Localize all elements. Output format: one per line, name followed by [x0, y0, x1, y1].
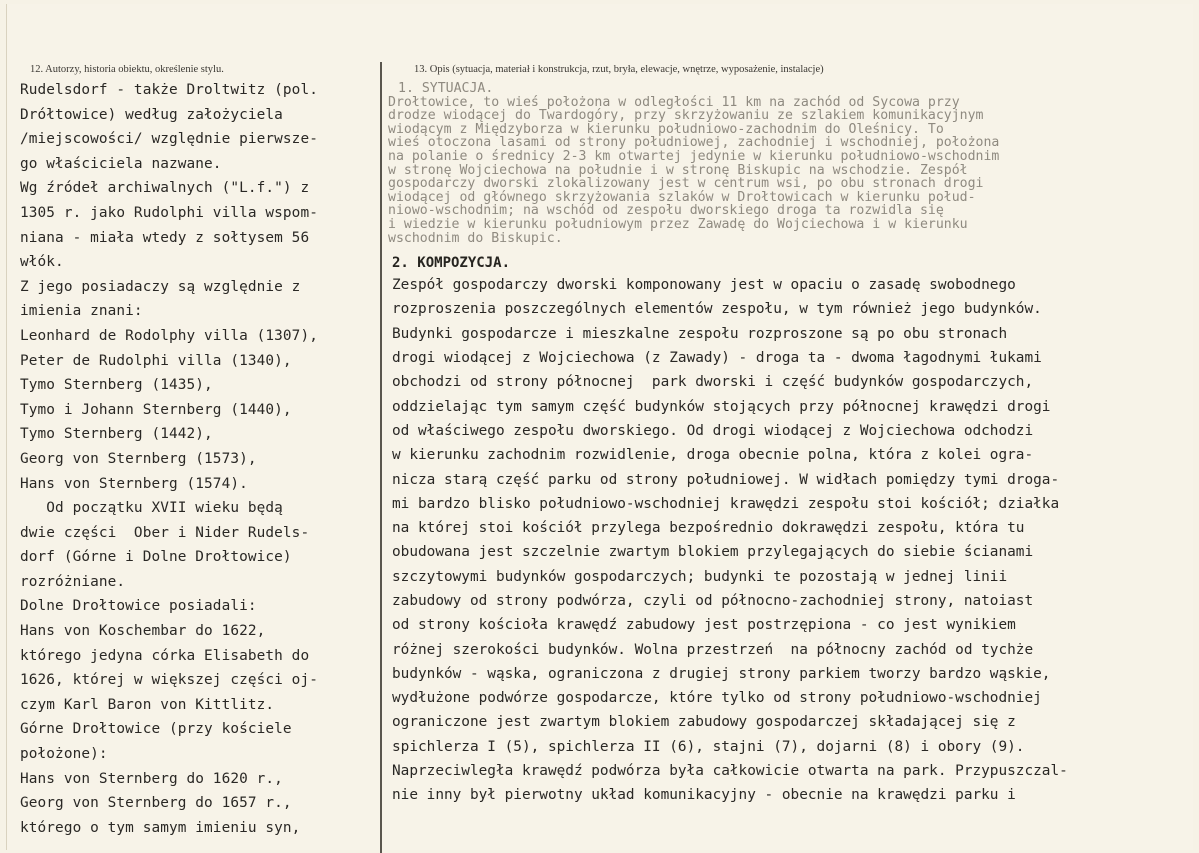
text-line: włók. — [20, 254, 64, 271]
text-line: dorf (Górne i Dolne Drołtowice) — [20, 549, 292, 566]
text-line: wydłużone podwórze gospodarcze, które tylko od strony południowo-wschodniej — [392, 690, 1042, 707]
column-divider — [380, 62, 382, 853]
text-line: Tymo Sternberg (1442), — [20, 426, 213, 443]
text-line: którego o tym samym imieniu syn, — [20, 819, 301, 836]
text-line: Hans von Sternberg (1574). — [20, 475, 248, 492]
text-line: Leonhard de Rodolphy villa (1307), — [20, 327, 318, 344]
text-line: Budynki gospodarcze i mieszkalne zespołu rozproszone są po obu stronach — [392, 325, 1008, 342]
text-line: wiodącym z Międzyborza w kierunku południowo-zachodnim do Oleśnicy. To — [388, 121, 944, 137]
text-line: Drółtowice) według założyciela — [20, 106, 283, 123]
text-line: czym Karl Baron von Kittlitz. — [20, 696, 275, 713]
text-line: gospodarczy dworski zlokalizowany jest w centrum wsi, po obu stronach drogi — [388, 176, 984, 192]
text-line: Georg von Sternberg do 1657 r., — [20, 795, 292, 812]
text-line: w kierunku zachodnim rozwidlenie, droga obecnie polna, która z kolei ogra- — [392, 447, 1034, 464]
text-line: spichlerza I (5), spichlerza II (6), stajni (7), dojarni (8) i obory (9). — [392, 738, 1025, 755]
right-column-header: 13. Opis (sytuacja, materiał i konstrukcja, rzut, bryła, elewacje, wnętrze, wyposażenie, instalacje) — [414, 64, 824, 75]
text-line: Georg von Sternberg (1573), — [20, 450, 257, 467]
text-line: budynków - wąska, ograniczona z drugiej strony parkiem tworzy bardzo wąskie, — [392, 665, 1051, 682]
text-line: drodze wiodącej do Twardogóry, przy skrzyżowaniu ze szlakiem komunikacyjnym — [388, 108, 984, 124]
text-line: 1626, której w większej części oj- — [20, 672, 318, 689]
text-line: Z jego posiadaczy są względnie z — [20, 278, 301, 295]
text-line: i wiedzie w kierunku południowym przez Zawadę do Wojciechowa i w kierunku — [388, 216, 968, 232]
section-2-text — [388, 273, 1178, 808]
text-line: nie inny był pierwotny układ komunikacyjny - obecnie na krawędzi parku i — [392, 787, 1016, 804]
text-line: ograniczone jest zwartym blokiem zabudowy gospodarczej składającej się z — [392, 714, 1016, 731]
text-line: Górne Drołtowice (przy kościele — [20, 721, 292, 738]
text-line: w stronę Wojciechowa na południe i w stronę Biskupic na wschodzie. Zespół — [388, 162, 968, 178]
text-line: niowo-wschodnim; na wschód od zespołu dworskiego droga ta rozwidla się — [388, 203, 944, 219]
text-line: obudowana jest szczelnie zwartym blokiem przylegających do siebie ścianami — [392, 544, 1034, 561]
text-line: Naprzeciwległa krawędź podwórza była całkowicie otwarta na park. Przypuszczal- — [392, 763, 1068, 780]
text-line: Hans von Sternberg do 1620 r., — [20, 770, 283, 787]
text-line: 1305 r. jako Rudolphi villa wspom- — [20, 204, 318, 221]
text-line: na polanie o średnicy 2-3 km otwartej jedynie w kierunku południowo-wschodnim — [388, 148, 1000, 164]
text-line: Tymo i Johann Sternberg (1440), — [20, 401, 292, 418]
text-line: obchodzi od strony północnej park dworski i część budynków gospodarczych, — [392, 374, 1034, 391]
description-column — [388, 82, 1178, 808]
text-line: mi bardzo blisko południowo-wschodniej krawędzi zespołu stoi kościół; działka — [392, 495, 1060, 512]
section-1-title: 1. SYTUACJA. — [398, 81, 494, 96]
text-line: drogi wiodącej z Wojciechowa (z Zawady) - droga ta - dwoma łagodnymi łukami — [392, 350, 1042, 367]
text-line: nicza starą część parku od strony południowej. W widłach pomiędzy tymi droga- — [392, 471, 1060, 488]
text-line: Od początku XVII wieku będą — [20, 500, 283, 517]
text-line: wiodącej od głównego skrzyżowania szlaków w Drołtowicach w kierunku połud- — [388, 189, 976, 205]
text-line: szczytowymi budynków gospodarczych; budynki te pozostają w jednej linii — [392, 568, 1008, 585]
left-column-header: 12. Autorzy, historia obiektu, określenie stylu. — [30, 64, 224, 75]
section-1-text — [388, 96, 1178, 246]
section-2-title: 2. KOMPOZYCJA. — [392, 255, 511, 272]
text-line: na której stoi kościół przylega bezpośrednio dokrawędzi zespołu, która tu — [392, 520, 1025, 537]
text-line: wschodnim do Biskupic. — [388, 230, 563, 246]
text-line: rozróżniane. — [20, 573, 126, 590]
text-line: niana - miała wtedy z sołtysem 56 — [20, 229, 310, 246]
text-line: imienia znani: — [20, 303, 143, 320]
text-line: od właściwego zespołu dworskiego. Od drogi wiodącej z Wojciechowa odchodzi — [392, 422, 1034, 439]
text-line: od strony kościoła krawędź zabudowy jest postrzępiona - co jest wynikiem — [392, 617, 1016, 634]
text-line: wieś otoczona lasami od strony południowej, zachodniej i wschodniej, położona — [388, 135, 1000, 151]
text-line: oddzielając tym samym część budynków stojących przy północnej krawędzi drogi — [392, 398, 1051, 415]
text-line: różnej szerokości budynków. Wolna przestrzeń na północny zachód od tychże — [392, 641, 1034, 658]
text-line: Wg źródeł archiwalnych ("L.f.") z — [20, 180, 310, 197]
history-column — [20, 78, 365, 840]
text-line: położone): — [20, 746, 108, 763]
text-line: którego jedyna córka Elisabeth do — [20, 647, 310, 664]
text-line: zabudowy od strony podwórza, czyli od północno-zachodniej strony, natoiast — [392, 592, 1034, 609]
text-line: Dolne Drołtowice posiadali: — [20, 598, 257, 615]
text-line: rozproszenia poszczególnych elementów zespołu, w tym również jego budynków. — [392, 301, 1042, 318]
text-line: Zespół gospodarczy dworski komponowany jest w opaciu o zasadę swobodnego — [392, 277, 1016, 294]
text-line: Hans von Koschembar do 1622, — [20, 623, 266, 640]
text-line: Peter de Rudolphi villa (1340), — [20, 352, 292, 369]
text-line: /miejscowości/ względnie pierwsze- — [20, 131, 318, 148]
text-line: Drołtowice, to wieś położona w odległości 11 km na zachód od Sycowa przy — [388, 94, 960, 110]
text-line: go właściciela nazwane. — [20, 155, 222, 172]
text-line: dwie części Ober i Nider Rudels- — [20, 524, 310, 541]
text-line: Rudelsdorf - także Droltwitz (pol. — [20, 82, 318, 98]
text-line: Tymo Sternberg (1435), — [20, 377, 213, 394]
